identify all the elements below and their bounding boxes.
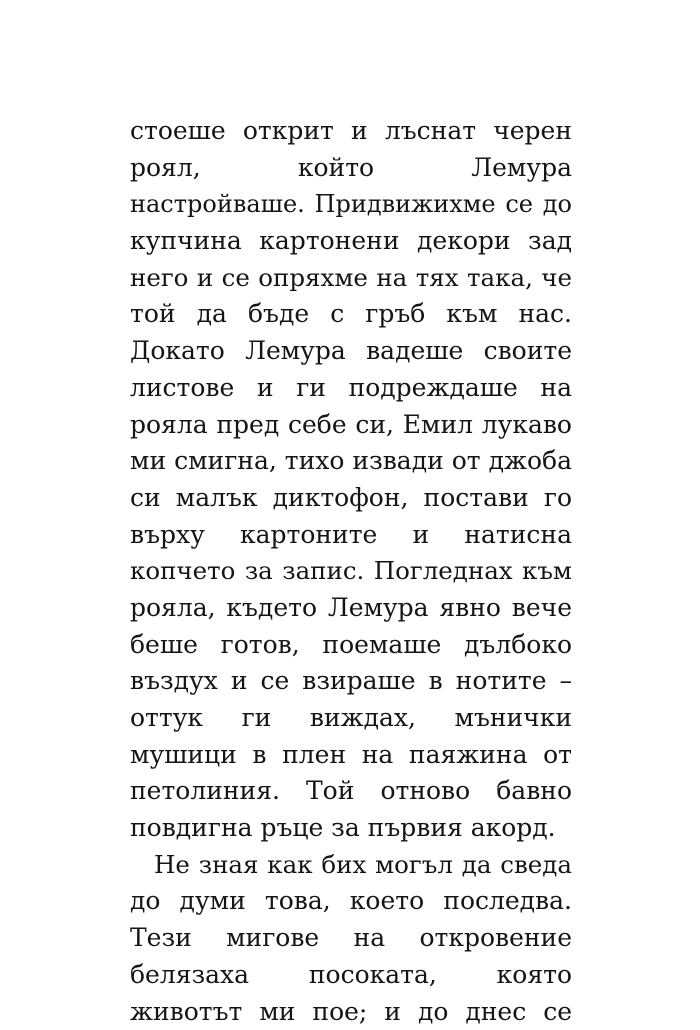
text-line: беше готов, поемаше дълбоко [130, 627, 572, 664]
text-line: той да бъде с гръб към нас. [130, 296, 572, 333]
text-line: настройваше. Придвижихме се до [130, 186, 572, 223]
text-line: белязаха посоката, която [130, 957, 572, 994]
text-line: животът ми пое; и до днес се [130, 994, 572, 1030]
text-line: до думи това, което последва. [130, 883, 572, 920]
text-line: ми смигна, тихо извади от джоба [130, 443, 572, 480]
paragraph-1 [130, 113, 572, 847]
paragraph-2 [130, 847, 572, 1030]
text-line: рояла пред себе си, Емил лукаво [130, 407, 572, 444]
text-line: върху картоните и натисна [130, 517, 572, 554]
text-line: Не зная как бих могъл да сведа [130, 847, 572, 884]
text-line: купчина картонени декори зад [130, 223, 572, 260]
text-line: листове и ги подреждаше на [130, 370, 572, 407]
text-line: стоеше открит и лъснат черен [130, 113, 572, 150]
text-line: оттук ги виждах, мънички [130, 700, 572, 737]
body-text [130, 113, 572, 1030]
text-line: копчето за запис. Погледнах към [130, 553, 572, 590]
text-line: повдигна ръце за първия акорд. [130, 810, 572, 847]
text-line: роял, който Лемура [130, 150, 572, 187]
text-line: мушици в плен на паяжина от [130, 737, 572, 774]
text-line: Докато Лемура вадеше своите [130, 333, 572, 370]
text-line: него и се опряхме на тях така, че [130, 260, 572, 297]
text-line: Тези мигове на откровение [130, 920, 572, 957]
text-line: си малък диктофон, постави го [130, 480, 572, 517]
text-line: рояла, където Лемура явно вече [130, 590, 572, 627]
text-line: петолиния. Той отново бавно [130, 773, 572, 810]
text-line: въздух и се взираше в нотите – [130, 663, 572, 700]
